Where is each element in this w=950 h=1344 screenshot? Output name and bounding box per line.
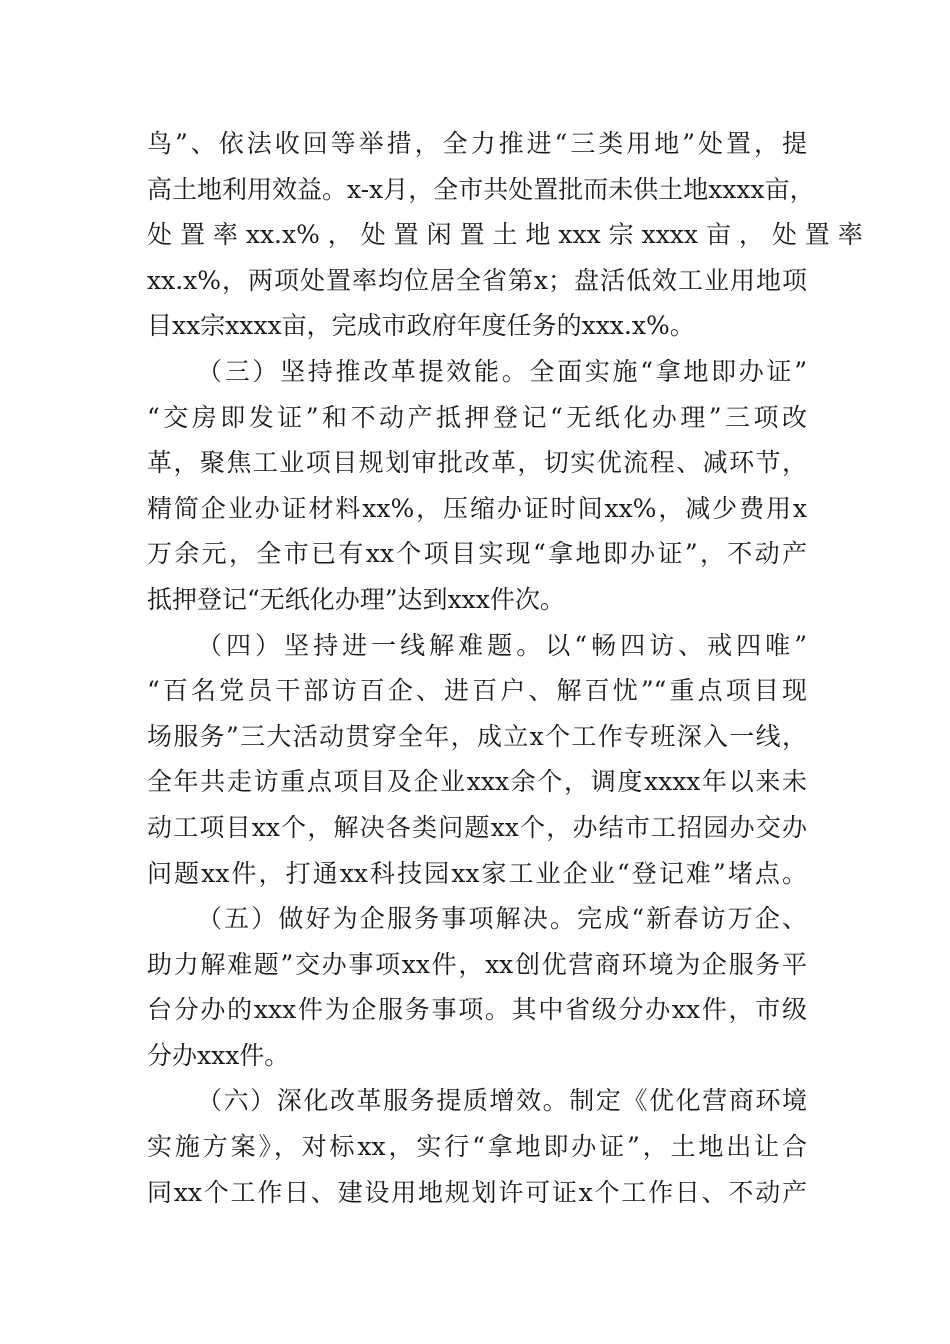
text-line: 动工项目xx个，解决各类问题xx个，办结市工招园办交办 xyxy=(147,812,807,842)
text-line: 全年共走访重点项目及企业xxx余个，调度xxxx年以来未 xyxy=(147,767,807,797)
text-line: 台分办的xxx件为企服务事项。其中省级分办xx件，市级 xyxy=(147,995,807,1025)
text-line: 分办xxx件。 xyxy=(147,1040,290,1070)
text-line: 处 置 率 xx.x% ， 处 置 闲 置 土 地 xxx 宗 xxxx 亩 ， 处 置 率 xyxy=(147,220,863,250)
text-line: 万余元，全市已有xx个项目实现“拿地即办证”，不动产 xyxy=(147,539,807,569)
text-line: 问题xx件，打通xx科技园xx家工业企业“登记难”堵点。 xyxy=(147,858,807,888)
text-line: “百名党员干部访百企、进百户、解百忧”“重点项目现 xyxy=(147,676,807,706)
paragraph-heading-line: （六）深化改革服务提质增效。制定《优化营商环境 xyxy=(197,1086,807,1116)
text-line: 革，聚焦工业项目规划审批改革，切实优流程、减环节， xyxy=(147,448,807,478)
text-line: 目xx宗xxxx亩，完成市政府年度任务的xxx.x%。 xyxy=(147,311,695,341)
text-line: 场服务”三大活动贯穿全年，成立x个工作专班深入一线， xyxy=(147,721,807,751)
text-line: 精简企业办证材料xx%，压缩办证时间xx%，减少费用x xyxy=(147,493,807,523)
text-line: 实施方案》，对标xx，实行“拿地即办证”，土地出让合 xyxy=(147,1132,807,1162)
paragraph-heading-line: （五）做好为企服务事项解决。完成“新春访万企、 xyxy=(197,904,807,934)
text-line: “交房即发证”和不动产抵押登记“无纸化办理”三项改 xyxy=(147,402,807,432)
text-line: 同xx个工作日、建设用地规划许可证x个工作日、不动产 xyxy=(147,1177,807,1207)
text-line: 助力解难题”交办事项xx件，xx创优营商环境为企服务平 xyxy=(147,949,807,979)
text-line: 抵押登记“无纸化办理”达到xxx件次。 xyxy=(147,584,565,614)
body-text xyxy=(147,121,863,1215)
text-line: 鸟”、依法收回等举措，全力推进“三类用地”处置，提 xyxy=(147,129,807,158)
text-line: xx.x%，两项处置率均位居全省第x；盘活低效工业用地项 xyxy=(147,265,807,295)
paragraph-heading-line: （三）坚持推改革提效能。全面实施“拿地即办证” xyxy=(197,356,807,386)
paragraph-heading-line: （四）坚持进一线解难题。以“畅四访、戒四唯” xyxy=(197,630,807,660)
text-line: 高土地利用效益。x-x月，全市共处置批而未供土地xxxx亩， xyxy=(147,174,815,204)
